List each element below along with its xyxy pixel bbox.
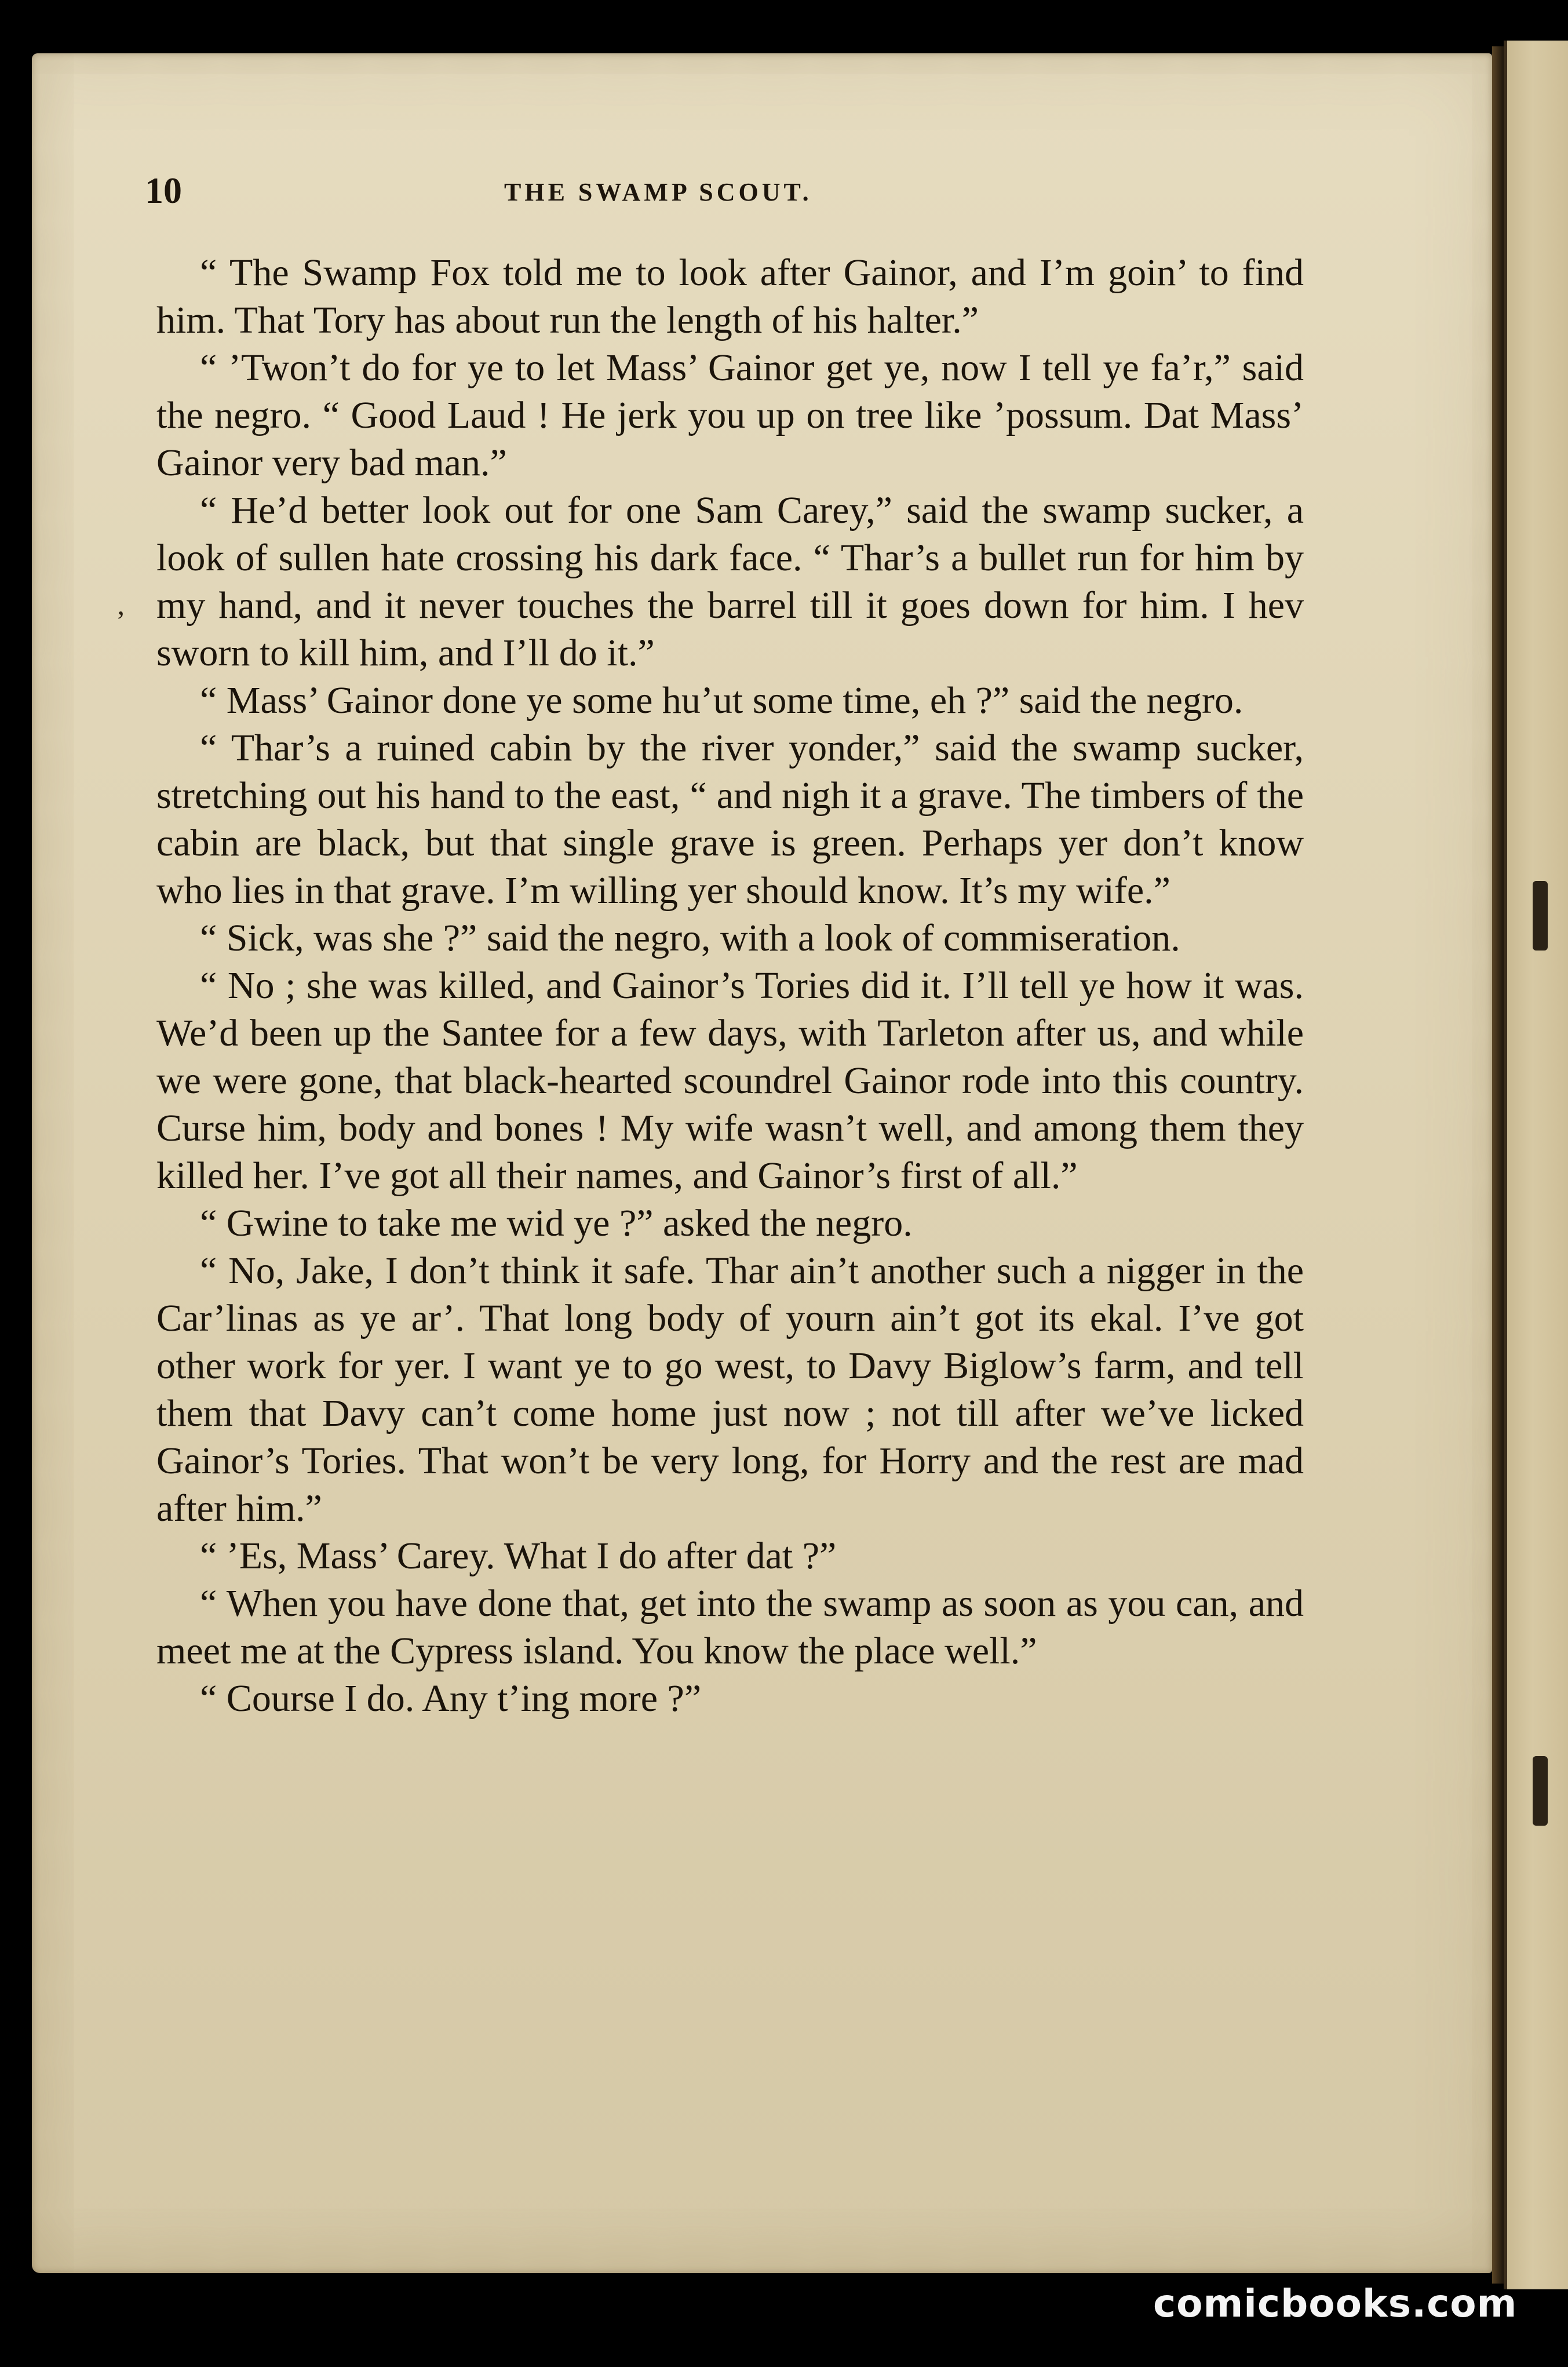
site-watermark: comicbooks.com	[1153, 2281, 1518, 2326]
paragraph: “ No, Jake, I don’t think it safe. Thar ain’t another such a nigger in the Car’linas as ye ar’. That long body of yourn ain’t got its ekal. I’ve got other work for yer. I want ye to go west, to Davy Biglow’s farm, and tell them that Davy can’t come home just now ; not till after we’ve licked Gainor’s Tories. That won’t be very long, for Horry and the rest are mad after him.”	[156, 1250, 1304, 1530]
paragraph: “ Mass’ Gainor done ye some hu’ut some time, eh ?” said the negro.	[200, 679, 1244, 722]
page-header	[145, 169, 1310, 216]
binding-thread-mark	[1533, 1756, 1548, 1826]
paragraph: “ No ; she was killed, and Gainor’s Tories did it. I’ll tell ye how it was. We’d been up the Santee for a few days, with Tarleton after us, and while we were gone, that black-hearted scoundrel Gainor rode into this country. Curse him, body and bones ! My wife wasn’t well, and among them they killed her. I’ve got all their names, and Gainor’s first of all.”	[156, 964, 1304, 1197]
page-gutter	[1492, 46, 1504, 2284]
paragraph: “ ’Twon’t do for ye to let Mass’ Gainor get ye, now I tell ye fa’r,” said the negro. “ Good Laud ! He jerk you up on tree like ’possum. Dat Mass’ Gainor very bad man.”	[156, 347, 1304, 484]
margin-mark: ʼ	[116, 605, 126, 637]
paragraph: “ Thar’s a ruined cabin by the river yonder,” said the swamp sucker, stretching out his hand to the east, “ and nigh it a grave. The timbers of the cabin are black, but that single grave is green. Perhaps yer don’t know who lies in that grave. I’m willing yer should know. It’s my wife.”	[156, 727, 1304, 912]
paragraph: “ Sick, was she ?” said the negro, with a look of commiseration.	[200, 917, 1180, 959]
binding-thread-mark	[1533, 881, 1548, 951]
page-number: 10	[145, 170, 182, 211]
paragraph: “ Course I do. Any t’ing more ?”	[200, 1677, 702, 1720]
paragraph: “ ’Es, Mass’ Carey. What I do after dat ?”	[200, 1535, 837, 1577]
paragraph: “ The Swamp Fox told me to look after Gainor, and I’m goin’ to find him. That Tory has about run the length of his halter.”	[156, 252, 1304, 341]
paragraph: “ Gwine to take me wid ye ?” asked the negro.	[200, 1202, 913, 1244]
paragraph: “ When you have done that, get into the swamp as soon as you can, and meet me at the Cypress island. You know the place well.”	[156, 1582, 1304, 1672]
adjacent-page-edge	[1504, 41, 1568, 2289]
paragraph: “ He’d better look out for one Sam Carey,” said the swamp sucker, a look of sullen hate crossing his dark face. “ Thar’s a bullet run for him by my hand, and it never touches the barrel till it goes down for him. I hev sworn to kill him, and I’ll do it.”	[156, 489, 1304, 674]
running-title: THE SWAMP SCOUT.	[504, 178, 812, 206]
body-text	[156, 249, 1304, 1723]
